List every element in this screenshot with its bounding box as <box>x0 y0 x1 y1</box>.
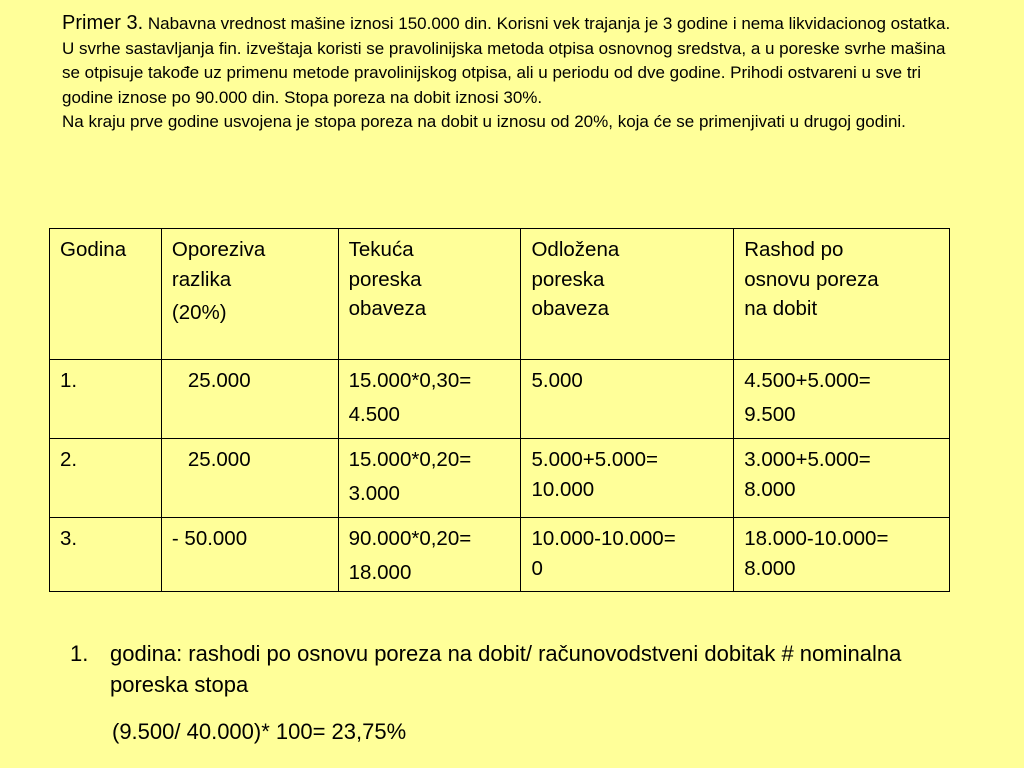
tax-table <box>49 228 950 592</box>
cell-godina: 2. <box>50 439 162 518</box>
header-odlozena-poreska-obaveza: Odložena poreska obaveza <box>521 229 734 360</box>
header-tekuca-poreska-obaveza: Tekuća poreska obaveza <box>338 229 521 360</box>
problem-text-1: Nabavna vrednost mašine iznosi 150.000 din. Korisni vek trajanja je 3 godine i nema likvidacionog ostatka. U svrhe sastavljanja fin. izveštaja koristi se pravolinijska metoda otpisa osnovnog sredstva, a u poreske svrhe mašina se otpisuje takođe uz primenu metode pravolinijskog otpisa, ali u periodu od dve godine. Prihodi ostvareni u sve tri godine iznose po 90.000 din. Stopa poreza na dobit iznosi 30%. <box>62 14 951 107</box>
cell-godina: 1. <box>50 360 162 439</box>
cell-rashod: 4.500+5.000= 9.500 <box>734 360 950 439</box>
cell-oporeziva-razlika: 25.000 <box>161 360 338 439</box>
header-oporeziva-razlika: Oporeziva razlika (20%) <box>161 229 338 360</box>
note-list-item <box>70 638 950 700</box>
cell-odlozena-obaveza: 5.000+5.000= 10.000 <box>521 439 734 518</box>
header-rashod-po-osnovu-poreza: Rashod po osnovu poreza na dobit <box>734 229 950 360</box>
cell-oporeziva-razlika: 25.000 <box>161 439 338 518</box>
problem-paragraph-2: Na kraju prve godine usvojena je stopa poreza na dobit u iznosu od 20%, koja će se primenjivati u drugoj godini. <box>62 112 906 132</box>
cell-rashod: 3.000+5.000= 8.000 <box>734 439 950 518</box>
cell-rashod: 18.000-10.000= 8.000 <box>734 518 950 592</box>
note-formula: (9.500/ 40.000)* 100= 23,75% <box>112 719 407 744</box>
problem-paragraph-1 <box>62 11 962 110</box>
table-header-row <box>50 229 950 360</box>
header-godina: Godina <box>50 229 162 360</box>
table-row <box>50 518 950 592</box>
table-row <box>50 360 950 439</box>
cell-tekuca-obaveza: 90.000*0,20= 18.000 <box>338 518 521 592</box>
problem-statement <box>62 11 962 135</box>
note-number: 1. <box>70 641 89 666</box>
cell-odlozena-obaveza: 5.000 <box>521 360 734 439</box>
cell-tekuca-obaveza: 15.000*0,30= 4.500 <box>338 360 521 439</box>
problem-title: Primer 3. <box>62 12 144 34</box>
table-row <box>50 439 950 518</box>
cell-tekuca-obaveza: 15.000*0,20= 3.000 <box>338 439 521 518</box>
note-text: godina: rashodi po osnovu poreza na dobit/ računovodstveni dobitak # nominalna poreska stopa <box>110 641 902 697</box>
cell-oporeziva-razlika: - 50.000 <box>161 518 338 592</box>
cell-godina: 3. <box>50 518 162 592</box>
cell-odlozena-obaveza: 10.000-10.000= 0 <box>521 518 734 592</box>
